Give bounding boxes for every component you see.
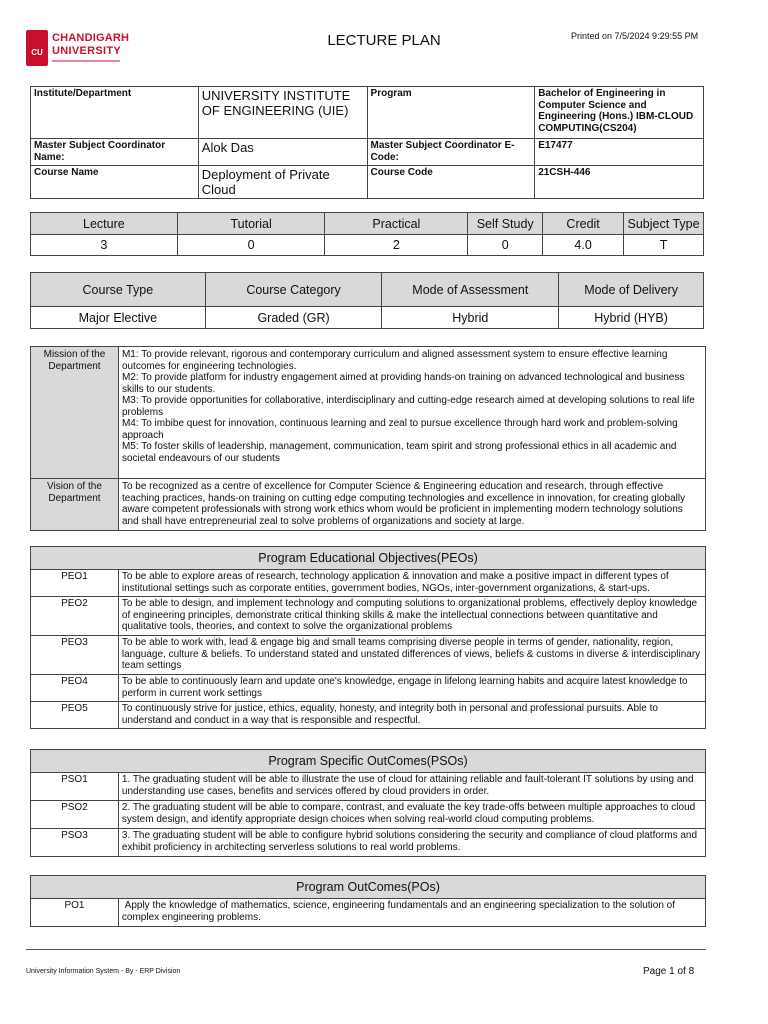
peo-id: PEO5	[31, 702, 119, 729]
pso-id: PSO3	[31, 829, 119, 857]
peo-text: To be able to design, and implement technology and computing solutions to organizational problems, effectively deploy knowledge of engineering principles, demonstrate critical thinking skills & make the intellectual connections between quantitative and qualitative tools, theories, and context to solve the organizational problems	[118, 597, 705, 636]
po-title: Program OutComes(POs)	[31, 876, 706, 899]
credits-value-practical: 2	[325, 235, 468, 256]
coordinator-label: Master Subject Coordinator Name:	[31, 139, 199, 166]
pso-table	[30, 749, 706, 857]
meta-header-course-type: Course Type	[31, 273, 206, 307]
peo-text: To be able to continuously learn and update one's knowledge, engage in lifelong learning habits and acquire latest knowledge to perform in current work settings	[118, 675, 705, 702]
peo-id: PEO1	[31, 570, 119, 597]
footer-divider	[26, 949, 706, 950]
pso-id: PSO2	[31, 801, 119, 829]
vision-label: Vision of the Department	[31, 479, 119, 531]
peo-id: PEO2	[31, 597, 119, 636]
meta-value-delivery: Hybrid (HYB)	[559, 307, 704, 329]
course-name-value: Deployment of Private Cloud	[198, 166, 367, 199]
credits-value-lecture: 3	[31, 235, 178, 256]
page-title: LECTURE PLAN	[327, 32, 441, 49]
credits-header-practical: Practical	[325, 213, 468, 235]
credits-header-self-study: Self Study	[468, 213, 543, 235]
pso-text: 3. The graduating student will be able to configure hybrid solutions considering the security and compliance of cloud platforms and exhibit proficiency in architecting serverless solutions to real world problems.	[118, 829, 705, 857]
course-meta-table	[30, 272, 704, 329]
credits-value-subject-type: T	[624, 235, 704, 256]
po-id: PO1	[31, 899, 119, 927]
meta-value-course-type: Major Elective	[31, 307, 206, 329]
mission-text	[118, 347, 705, 479]
ecode-value: E17477	[535, 139, 704, 166]
peo-title: Program Educational Objectives(PEOs)	[31, 547, 706, 570]
po-table	[30, 875, 706, 927]
printed-timestamp: Printed on 7/5/2024 9:29:55 PM	[571, 31, 699, 41]
page-number: Page 1 of 8	[643, 966, 695, 977]
credits-table	[30, 212, 704, 256]
credits-value-credit: 4.0	[543, 235, 624, 256]
peo-id: PEO4	[31, 675, 119, 702]
mission-m2: M2: To provide platform for industry engagement aimed at providing hands-on training on advanced technological and business skills to our students.	[121, 372, 685, 395]
po-text: Apply the knowledge of mathematics, science, engineering fundamentals and an engineering specialization to the solution of complex engineering problems.	[118, 899, 705, 927]
logo-badge: CU	[26, 30, 48, 66]
vision-text: To be recognized as a centre of excellence for Computer Science & Engineering education and research, through effective teaching practices, hands-on training on cutting edge computing technologies and excellence in innovation, for creating globally aware competent professionals with strong work ethics whom would be proficient in implementing modern technology solutions and shall have entrepreneurial zeal to solve problems of organizations and society at large.	[118, 479, 705, 531]
peo-text: To be able to explore areas of research, technology application & innovation and make a positive impact in different types of institutional settings such as corporate entities, government bodies, NGOs, inter-government organizations, & start-ups.	[118, 570, 705, 597]
pso-text: 1. The graduating student will be able to illustrate the use of cloud for attaining reliable and fault-tolerant IT solutions by using and understanding use cases, benefits and services offered by cloud providers in order.	[118, 773, 705, 801]
meta-header-course-category: Course Category	[205, 273, 382, 307]
peo-table	[30, 546, 706, 729]
mission-m1: M1: To provide relevant, rigorous and contemporary curriculum and aligned assessment system to ensure effective learning outcomes for engineering technologies.	[121, 349, 668, 372]
credits-value-tutorial: 0	[177, 235, 325, 256]
ecode-label: Master Subject Coordinator E-Code:	[367, 139, 535, 166]
mission-vision-table	[30, 346, 706, 531]
mission-label: Mission of the Department	[31, 347, 119, 479]
credits-header-credit: Credit	[543, 213, 624, 235]
logo-tagline-bar	[52, 60, 120, 62]
pso-text: 2. The graduating student will be able to compare, contrast, and evaluate the key trade-offs between multiple approaches to cloud system design, and identify appropriate design choices when solving real-world cloud computing problems.	[118, 801, 705, 829]
course-code-label: Course Code	[367, 166, 535, 199]
credits-header-subject-type: Subject Type	[624, 213, 704, 235]
coordinator-value: Alok Das	[198, 139, 367, 166]
course-name-label: Course Name	[31, 166, 199, 199]
mission-m5: M5: To foster skills of leadership, management, communication, team spirit and strong professional ethics in all academic and societal endeavours of our students	[121, 441, 677, 464]
logo-line-2: UNIVERSITY	[52, 45, 122, 57]
peo-id: PEO3	[31, 636, 119, 675]
logo-line-1: CHANDIGARH	[52, 32, 130, 44]
pso-id: PSO1	[31, 773, 119, 801]
program-label: Program	[367, 87, 535, 139]
peo-text: To continuously strive for justice, ethics, equality, honesty, and integrity both in personal and professional pursuits. Able to understand and conduct in a way that is responsible and respectful.	[118, 702, 705, 729]
mission-m3: M3: To provide opportunities for collaborative, interdisciplinary and cutting-edge research aimed at developing solutions to real life problems	[121, 395, 695, 418]
credits-header-lecture: Lecture	[31, 213, 178, 235]
course-code-value: 21CSH-446	[535, 166, 704, 199]
mission-m4: M4: To imbibe quest for innovation, continuous learning and zeal to pursue excellence through hard work and problem-solving approach	[121, 418, 678, 441]
dept-label: Institute/Department	[31, 87, 199, 139]
dept-value: UNIVERSITY INSTITUTE OF ENGINEERING (UIE)	[198, 87, 367, 139]
meta-header-assessment: Mode of Assessment	[382, 273, 559, 307]
footer-left-text: University Information System - By - ERP Division	[26, 968, 181, 975]
program-value: Bachelor of Engineering in Computer Science and Engineering (Hons.) IBM-CLOUD COMPUTING(CS204)	[535, 87, 704, 139]
meta-value-assessment: Hybrid	[382, 307, 559, 329]
credits-value-self-study: 0	[468, 235, 543, 256]
meta-header-delivery: Mode of Delivery	[559, 273, 704, 307]
meta-value-course-category: Graded (GR)	[205, 307, 382, 329]
pso-title: Program Specific OutComes(PSOs)	[31, 750, 706, 773]
credits-header-tutorial: Tutorial	[177, 213, 325, 235]
course-info-table	[30, 86, 704, 199]
peo-text: To be able to work with, lead & engage big and small teams comprising diverse people in terms of gender, nationality, region, language, culture & beliefs. To understand stated and unstated differences of views, beliefs & customs in diverse & interdisciplinary team settings	[118, 636, 705, 675]
